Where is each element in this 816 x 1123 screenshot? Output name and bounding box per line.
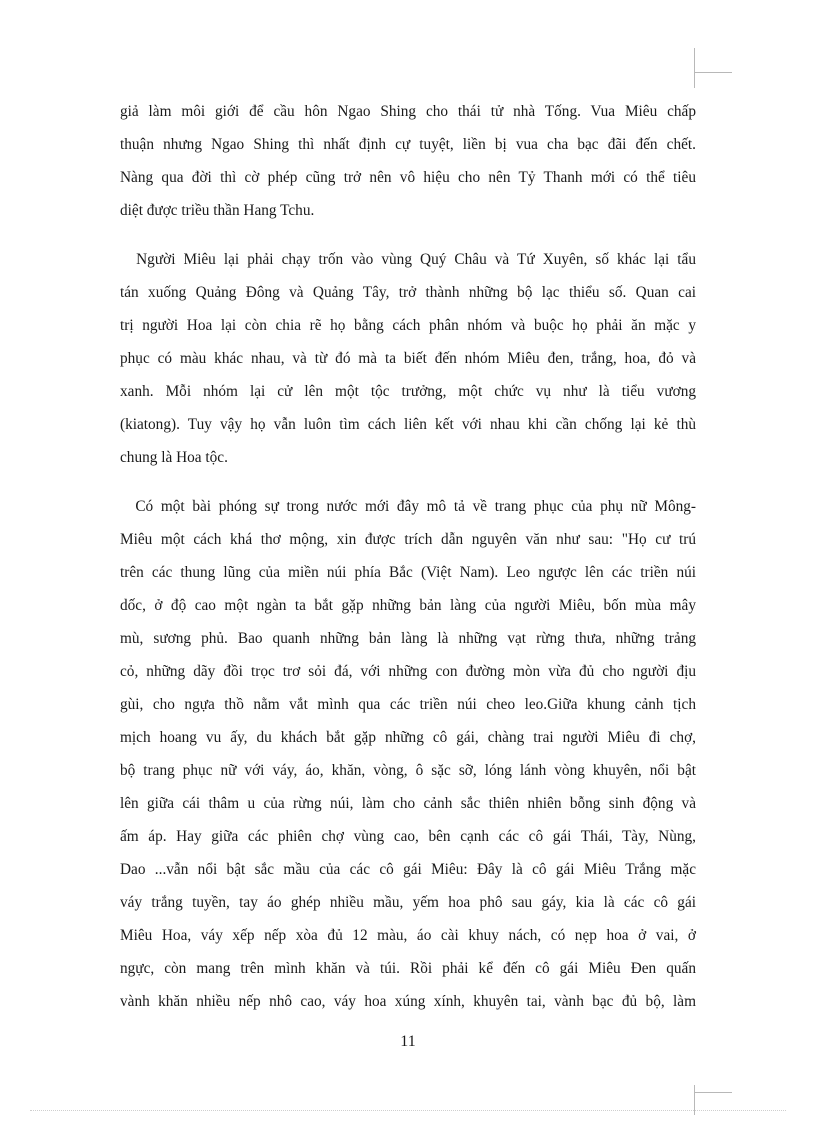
text-line: (kiatong). Tuy vậy họ vẫn luôn tìm cách liên kết với nhau khi cần chống lại kẻ thù bbox=[120, 416, 696, 433]
text-line: xanh. Mỗi nhóm lại cử lên một tộc trưởng, một chức vụ như là tiểu vương bbox=[120, 383, 696, 400]
document-body bbox=[120, 95, 696, 1018]
text-line: lên giữa cái thâm u của rừng núi, làm cho cảnh sắc thiên nhiên bỗng sinh động và bbox=[120, 795, 696, 812]
text-line: trên các thung lũng của miền núi phía Bắc (Việt Nam). Leo ngược lên các triền núi bbox=[120, 564, 696, 581]
text-line: mịch hoang vu ấy, du khách bắt gặp những cô gái, chàng trai người Miêu đi chợ, bbox=[120, 729, 696, 746]
text-line: thuận nhưng Ngao Shing thì nhất định cự tuyệt, liền bị vua cha bạc đãi đến chết. bbox=[120, 136, 696, 153]
text-line: dốc, ở độ cao một ngàn ta bắt gặp những bản làng của người Miêu, bốn mùa mây bbox=[120, 597, 696, 614]
text-line: gùi, cho ngựa thồ nằm vắt mình qua các triền núi cheo leo.Giữa khung cảnh tịch bbox=[120, 696, 696, 713]
text-line: ấm áp. Hay giữa các phiên chợ vùng cao, bên cạnh các cô gái Thái, Tày, Nùng, bbox=[120, 828, 696, 845]
text-line: Có một bài phóng sự trong nước mới đây mô tả về trang phục của phụ nữ Mông- bbox=[120, 498, 696, 515]
paragraph-1 bbox=[120, 95, 696, 227]
text-line: Người Miêu lại phải chạy trốn vào vùng Quý Châu và Tứ Xuyên, số khác lại tẩu bbox=[120, 251, 696, 268]
text-line: Miêu một cách khá thơ mộng, xin được trích dẫn nguyên văn như sau: "Họ cư trú bbox=[120, 531, 696, 548]
text-line: Dao ...vẫn nổi bật sắc mầu của các cô gái Miêu: Đây là cô gái Miêu Trắng mặc bbox=[120, 861, 696, 878]
text-line: tán xuống Quảng Đông và Quảng Tây, trở thành những bộ lạc thiểu số. Quan cai bbox=[120, 284, 696, 301]
text-line: cỏ, những dãy đồi trọc trơ sỏi đá, với những con đường mòn vừa đủ cho người địu bbox=[120, 663, 696, 680]
text-line: giả làm môi giới để cầu hôn Ngao Shing cho thái tử nhà Tống. Vua Miêu chấp bbox=[120, 103, 696, 120]
text-line: váy trắng tuyền, tay áo ghép nhiều mầu, yếm hoa phô sau gáy, kia là các cô gái bbox=[120, 894, 696, 911]
text-line: phục có màu khác nhau, và từ đó mà ta biết đến nhóm Miêu đen, trắng, hoa, đỏ và bbox=[120, 350, 696, 367]
text-line: ngực, còn mang trên mình khăn và túi. Rồi phải kể đến cô gái Miêu Đen quấn bbox=[120, 960, 696, 977]
text-line: Miêu Hoa, váy xếp nếp xòa đủ 12 màu, áo cài khuy nách, có nẹp hoa ở vai, ở bbox=[120, 927, 696, 944]
page-bottom-divider bbox=[30, 1110, 786, 1111]
text-line: vành khăn nhiều nếp nhô cao, váy hoa xúng xính, khuyên tai, vành bạc đủ bộ, làm bbox=[120, 993, 696, 1010]
text-line: diệt được triều thần Hang Tchu. bbox=[120, 202, 315, 219]
crop-mark-bottom-h bbox=[694, 1092, 732, 1093]
text-line: bộ trang phục nữ với váy, áo, khăn, vòng, ô sặc sỡ, lóng lánh vòng khuyên, nổi bật bbox=[120, 762, 696, 779]
text-line: Nàng qua đời thì cờ phép cũng trở nên vô hiệu cho nên Tỷ Thanh mới có thể tiêu bbox=[120, 169, 696, 186]
text-line: trị người Hoa lại còn chia rẽ họ bằng cách phân nhóm và buộc họ phải ăn mặc y bbox=[120, 317, 696, 334]
crop-mark-top bbox=[694, 48, 695, 88]
paragraph-2 bbox=[120, 243, 696, 474]
paragraph-3 bbox=[120, 490, 696, 1018]
text-line: mù, sương phủ. Bao quanh những bản làng là những vạt rừng thưa, những trảng bbox=[120, 630, 696, 647]
text-line: chung là Hoa tộc. bbox=[120, 449, 228, 466]
crop-mark-top-h bbox=[694, 72, 732, 73]
page-number: 11 bbox=[400, 1033, 416, 1050]
